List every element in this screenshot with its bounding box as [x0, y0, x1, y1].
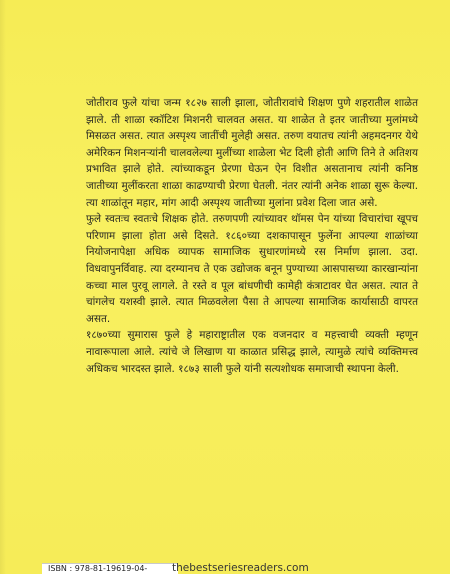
- footer-strip: [0, 560, 450, 574]
- blurb-paragraph-1: जोतीराव फुले यांचा जन्म १८२७ साली झाला, जोतीरावांचे शिक्षण पुणे शहरातील शाळेत झाले. ती शाळा स्कॉटिश मिशनरी चालवत असत. या शाळेत ते इतर जातीच्या मुलांमध्ये मिसळत असत. त्यात अस्पृश्य जातींची मुलेही असत. तरुण वयातच त्यांनी अहमदनगर येथे अमेरिकन मिशनऱ्यांनी चालवलेल्या मुलींच्या शाळेला भेट दिली होती आणि तिने ते अतिशय प्रभावित झाले होते. त्यांच्याकडून प्रेरणा घेऊन ऐन विशीत असतानाच त्यांनी कनिष्ठ जातीच्या मुलींकरता शाळा काढण्याची प्रेरणा घेतली. नंतर त्यांनी अनेक शाळा सुरू केल्या. त्या शाळांतून महार, मांग आदी अस्पृश्य जातीच्या मुलांना प्रवेश दिला जात असे.: [86, 97, 418, 209]
- blurb-paragraph-3: १८७०च्या सुमारास फुले हे महाराष्ट्रातील एक वजनदार व महत्त्वाची व्यक्ती म्हणून नावारूपाला आले. त्यांचे जे लिखाण या काळात प्रसिद्ध झाले, त्यामुळे त्यांचे व्यक्तिमत्त्व अधिकच भारदस्त झाले. १८७३ साली फुले यांनी सत्यशोधक समाजाची स्थापना केली.: [86, 329, 418, 375]
- website-watermark: thebestseriesreaders.com: [172, 562, 309, 574]
- blurb-paragraph-2: फुले स्वतःच स्वतःचे शिक्षक होते. तरुणपणी त्यांच्यावर थॉमस पेन यांच्या विचारांचा खूपच परिणाम झाला होता असे दिसते. १८६०च्या दशकापासून फुलेंना आपल्या शाळांच्या नियोजनापेक्षा अधिक व्यापक सामाजिक सुधारणांमध्ये रस निर्माण झाला. उदा. विधवापुनर्विवाह. त्या दरम्यानच ते एक उद्योजक बनून पुण्याच्या आसपासच्या कारखान्यांना कच्चा माल पुरवू लागले. ते रस्ते व पूल बांधणीची कामेही कंत्राटावर घेत असत. त्यात ते चांगलेच यशस्वी झाले. त्यात मिळवलेला पैसा ते आपल्या सामाजिक कार्यासाठी वापरत असत.: [86, 213, 418, 325]
- isbn-label: ISBN : 978-81-19619-04-: [42, 563, 178, 574]
- cover-edge-shadow: [0, 0, 6, 574]
- blurb-text: [86, 95, 418, 377]
